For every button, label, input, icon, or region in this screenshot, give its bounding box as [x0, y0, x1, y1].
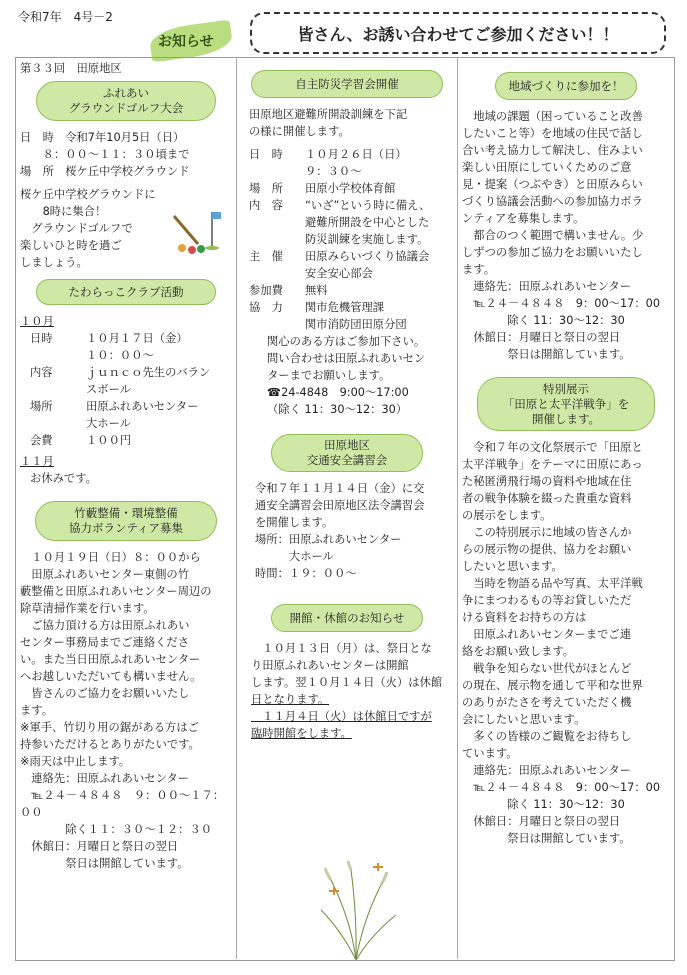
bamboo-line: 連絡先：田原ふれあいセンター — [20, 772, 190, 785]
closure-line: します。翌１０月１４日（火）は休館 — [251, 676, 443, 689]
column-1 — [20, 60, 232, 872]
exhibit-line: 絡をお願い致します。 — [462, 645, 575, 658]
closure-title-pill — [271, 604, 423, 632]
community-line: 見・提案（つぶやき）と田原みらい — [462, 178, 643, 191]
community-line: 連絡先：田原ふれあいセンター — [462, 280, 632, 293]
tawara-rest-note: お休みです。 — [30, 472, 97, 485]
community-line: 都合のつく範囲で構いません。少 — [462, 229, 644, 242]
bamboo-line: センター事務局までご連絡くださ — [20, 636, 190, 649]
traffic-title-pill — [271, 434, 423, 472]
bamboo-line: 休館日：月曜日と祭日の翌日 — [20, 840, 179, 853]
tawara-row: 場所 田原ふれあいセンター — [30, 400, 199, 413]
bamboo-line: １０月１９日（日）８：００から — [20, 551, 201, 564]
bousai-outro — [249, 333, 453, 418]
bamboo-line: 藪整備と田原ふれあいセンター周辺の — [20, 585, 212, 598]
bamboo-title: 竹藪整備・環境整備 協力ボランティア募集 — [68, 506, 184, 535]
traffic-line: 場所：田原ふれあいセンター — [255, 533, 402, 546]
golf-line: ８：００～１１：３０頃まで — [20, 148, 190, 161]
bamboo-line: 皆さんのご協力をお願いいたし — [20, 687, 190, 700]
bamboo-title-pill — [35, 501, 217, 541]
bousai-title: 自主防災学習会開催 — [295, 76, 399, 91]
column-divider-2 — [457, 57, 458, 959]
bousai-body — [241, 106, 453, 418]
community-line: しずつの参加ご協力をお願いいたし — [462, 246, 643, 259]
closure-body — [241, 640, 453, 742]
exhibit-line: 当時を物語る品や写真、太平洋戦 — [462, 577, 643, 590]
ground-golf-icon — [168, 206, 224, 258]
exhibit-line: ける資料をお持ちの方は — [462, 611, 587, 624]
bousai-row: 防災訓練を実施します。 — [305, 233, 429, 246]
dragonfly-grass-illustration — [311, 860, 401, 960]
community-line: したいこと等）を地域の住民で話し — [462, 127, 643, 140]
bousai-row: 避難所開設を中心とした — [305, 216, 430, 229]
traffic-line: 通安全講習会田原地区法令講習会 — [255, 499, 425, 512]
bamboo-line: ※軍手、竹切り用の鋸がある方はご — [20, 721, 199, 734]
bousai-outro-line: ☎24-4848 9:00～17:00 — [267, 386, 409, 399]
golf-line: 場 所 桜ケ丘中学校グラウンド — [20, 165, 190, 178]
exhibit-line: のありがたさを考えていただく機 — [462, 696, 632, 709]
tawara-title-pill — [36, 279, 216, 305]
bousai-row: 場 所 田原小学校体育館 — [249, 182, 396, 195]
exhibit-line: 戦争を知らない世代がほとんど — [462, 662, 632, 675]
tawara-schedule — [20, 330, 232, 449]
traffic-body — [241, 480, 453, 582]
traffic-line: 令和７年１１月１４日（金）に交 — [255, 482, 425, 495]
bamboo-line: 持参いただけるとありがたいです。 — [20, 738, 200, 751]
closure-line: １０月１３日（月）は、祭日とな — [251, 642, 432, 655]
community-line: 休館日：月曜日と祭日の翌日 — [462, 331, 621, 344]
traffic-line: 時間：１９：００～ — [255, 567, 357, 580]
community-line: ℡２４－４８４８ 9：00～17：00 — [462, 297, 661, 310]
traffic-title: 田原地区 交通安全講習会 — [306, 438, 388, 467]
exhibit-line: 令和７年の文化祭展示で「田原と — [462, 441, 643, 454]
golf-details — [20, 129, 232, 180]
golf-note: 桜ケ丘中学校グラウンドに — [20, 188, 156, 201]
issue-number: 令和7年 4号－2 — [18, 10, 113, 24]
bamboo-body — [20, 549, 232, 872]
bamboo-line: ご協力頂ける方は田原ふれあい — [20, 619, 190, 632]
tawara-row: 内容 ｊｕｎｃｏ先生のバラン — [30, 366, 211, 379]
bamboo-line: 田原ふれあいセンター東側の竹 — [20, 568, 190, 581]
bamboo-line: ※雨天は中止します。 — [20, 755, 131, 768]
closure-line: り田原ふれあいセンターは開館 — [251, 659, 409, 672]
bousai-row: 関市消防団田原分団 — [305, 318, 407, 331]
exhibit-line: 者の戦争体験を綴った貴重な資料 — [462, 492, 632, 505]
traffic-line: 大ホール — [255, 550, 334, 563]
golf-line: 日 時 令和7年10月5日（日） — [20, 131, 185, 144]
exhibit-line: 田原ふれあいセンターまでご連 — [462, 628, 632, 641]
bousai-row: 安全安心部会 — [305, 267, 373, 280]
oshirase-label: お知らせ — [158, 34, 214, 50]
community-title: 地域づくりに参加を！ — [508, 78, 624, 93]
traffic-line: を開催します。 — [255, 516, 334, 529]
closure-line: 日となります。 — [251, 693, 330, 706]
community-line: ンティアを募集します。 — [462, 212, 585, 225]
exhibit-line: この特別展示に地域の皆さんか — [462, 526, 632, 539]
tawara-month-november: １１月 — [20, 455, 54, 468]
bousai-row: 協 力 関市危機管理課 — [249, 301, 385, 314]
bamboo-line: ます。 — [20, 704, 53, 717]
closure-line: 臨時開館をします。 — [251, 727, 352, 740]
exhibit-line: したいと思います。 — [462, 560, 563, 573]
bousai-row: 日 時 １０月２６日（日） — [249, 148, 407, 161]
exhibit-line: 連絡先：田原ふれあいセンター — [462, 764, 632, 777]
exhibit-title-pill — [477, 377, 655, 431]
bousai-row: 内 容 “いざ”という時に備え、 — [249, 199, 431, 212]
column-3 — [462, 60, 670, 847]
community-line: ます。 — [462, 263, 495, 276]
bamboo-line: ℡２４－４８４８ ９：００～１７：００ — [20, 789, 225, 819]
bousai-outro-line: ターまでお願いします。 — [267, 369, 391, 382]
exhibit-line: 多くの皆様のご観覧をお待ちし — [462, 730, 632, 743]
exhibit-title: 特別展示 「田原と太平洋戦争」を 開催します。 — [502, 381, 630, 426]
community-body — [462, 108, 670, 363]
tawara-row: 会費 １００円 — [30, 434, 132, 447]
bousai-row: ９：３０～ — [305, 165, 362, 178]
bousai-details — [249, 146, 453, 333]
exhibit-line: の現在、展示物を通して平和な世界 — [462, 679, 643, 692]
exhibit-line: の展示をします。 — [462, 509, 552, 522]
tawara-row: スボール — [86, 383, 131, 396]
exhibit-line: ています。 — [462, 747, 518, 760]
exhibit-line: らの展示物の提供、協力をお願い — [462, 543, 632, 556]
exhibit-body — [462, 439, 670, 847]
golf-note: グラウンドゴルフで — [20, 222, 133, 235]
tawara-title: たわらっこクラブ活動 — [68, 284, 184, 299]
golf-title: ふれあい グラウンドゴルフ大会 — [68, 86, 184, 115]
bousai-outro-line: 関心のある方はご参加下さい。 — [267, 335, 426, 348]
community-line: 地域の課題（困っていること改善 — [462, 110, 643, 123]
golf-title-pill — [36, 81, 216, 121]
bamboo-line: い。また当日田原ふれあいセンター — [20, 653, 201, 666]
golf-note: しましょう。 — [20, 256, 88, 269]
community-title-pill — [495, 72, 637, 100]
district-heading: 第３３回 田原地区 — [20, 62, 122, 75]
column-2 — [241, 60, 453, 742]
tawara-row: 大ホール — [86, 417, 131, 430]
bousai-title-pill — [251, 70, 443, 98]
exhibit-line: 争にまつわるもの等お貸しいただ — [462, 594, 632, 607]
community-line: 祭日は開館しています。 — [462, 348, 631, 361]
community-line: づくり協議会活動への参加協力ボラ — [462, 195, 643, 208]
closure-line: １１月４日（火）は休館日ですが — [251, 710, 432, 723]
exhibit-line: 休館日：月曜日と祭日の翌日 — [462, 815, 621, 828]
golf-note: 8時に集合！ — [20, 205, 107, 218]
column-divider-1 — [236, 57, 237, 959]
invitation-banner: 皆さん、お誘い合わせてご参加ください！！ — [250, 12, 666, 54]
bousai-outro-line: （除く 11：30～12：30） — [267, 403, 408, 416]
tawara-row: １０：００～ — [86, 349, 154, 362]
community-line: 楽しい田原にしていくためのご意 — [462, 161, 632, 174]
golf-note: 楽しいひと時を過ご — [20, 239, 122, 252]
bousai-outro-line: 問い合わせは田原ふれあいセン — [267, 352, 426, 365]
community-line: 合い考え協力して解決し、住みよい — [462, 144, 643, 157]
tawara-row: 日時 １０月１７日（金） — [30, 332, 188, 345]
bousai-intro: の様に開催します。 — [249, 125, 350, 138]
community-line: 除く 11：30～12：30 — [462, 314, 625, 327]
bousai-intro: 田原地区避難所開設訓練を下記 — [249, 108, 408, 121]
exhibit-line: た秘匿湧飛行場の資料や地域在住 — [462, 475, 632, 488]
bousai-row: 参加費 無料 — [249, 284, 328, 297]
exhibit-line: 除く 11：30～12：30 — [462, 798, 625, 811]
bousai-row: 主 催 田原みらいづくり協議会 — [249, 250, 430, 263]
tawara-month-october: １０月 — [20, 315, 54, 328]
exhibit-line: ℡２４－４８４８ 9：00～17：00 — [462, 781, 661, 794]
bamboo-line: 除草清掃作業を行います。 — [20, 602, 155, 615]
closure-title: 開館・休館のお知らせ — [289, 610, 405, 625]
golf-notes — [20, 186, 232, 271]
bamboo-line: 祭日は開館しています。 — [20, 857, 189, 870]
exhibit-line: 会にしたいと思います。 — [462, 713, 586, 726]
exhibit-line: 祭日は開館しています。 — [462, 832, 631, 845]
bamboo-line: 除く１１：３０～１２：３０ — [20, 823, 213, 836]
exhibit-line: 太平洋戦争」をテーマに田原にあっ — [462, 458, 643, 471]
bamboo-line: へお越しいただいても構いません。 — [20, 670, 202, 683]
